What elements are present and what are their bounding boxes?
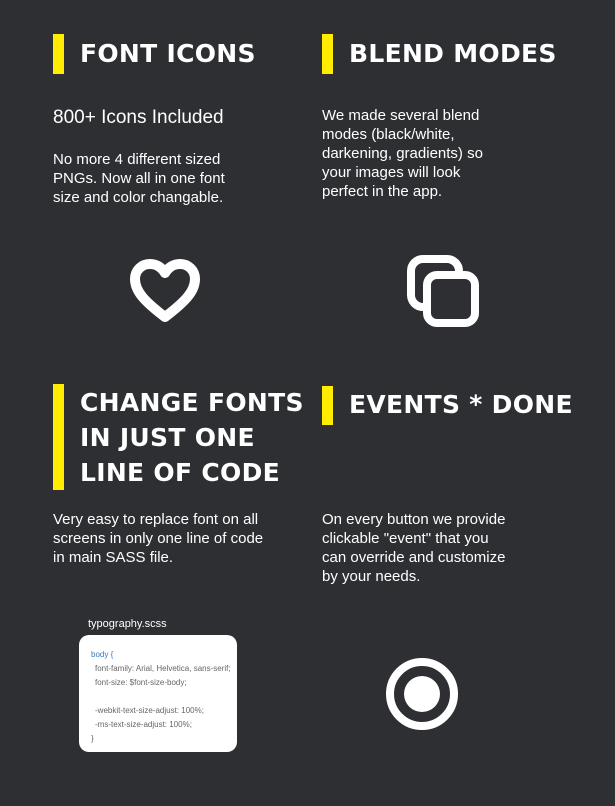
section-title: EVENTS * DONE bbox=[349, 390, 573, 419]
section-title: BLEND MODES bbox=[349, 39, 557, 68]
code-snippet bbox=[79, 635, 237, 752]
accent-bar bbox=[322, 34, 333, 74]
code-line: body { bbox=[91, 650, 114, 659]
accent-bar bbox=[322, 386, 333, 425]
code-filename: typography.scss bbox=[88, 618, 167, 630]
code-line: } bbox=[91, 734, 94, 743]
section-title: FONT ICONS bbox=[80, 39, 256, 68]
accent-bar bbox=[53, 34, 64, 74]
code-line: -ms-text-size-adjust: 100%; bbox=[95, 720, 192, 729]
section-title-line: IN JUST ONE bbox=[80, 423, 255, 452]
section-description: No more 4 different sized PNGs. Now all in one font size and color changable. bbox=[53, 151, 225, 206]
section-title-line: LINE OF CODE bbox=[80, 458, 280, 487]
code-line: -webkit-text-size-adjust: 100%; bbox=[95, 706, 204, 715]
section-title-line: CHANGE FONTS bbox=[80, 388, 304, 417]
code-line: font-family: Arial, Helvetica, sans-serif; bbox=[95, 664, 231, 673]
section-description: On every button we provide clickable "event" that you can override and customize by your needs. bbox=[322, 511, 506, 585]
accent-bar bbox=[53, 384, 64, 490]
section-description: We made several blend modes (black/white, darkening, gradients) so your images will look perfect in the app. bbox=[322, 107, 483, 200]
code-line: font-size: $font-size-body; bbox=[95, 678, 187, 687]
section-subtitle: 800+ Icons Included bbox=[53, 107, 224, 128]
heart-icon bbox=[128, 257, 202, 325]
layers-icon bbox=[406, 254, 480, 328]
radio-button-icon bbox=[384, 656, 460, 732]
section-description: Very easy to replace font on all screens in only one line of code in main SASS file. bbox=[53, 511, 264, 566]
